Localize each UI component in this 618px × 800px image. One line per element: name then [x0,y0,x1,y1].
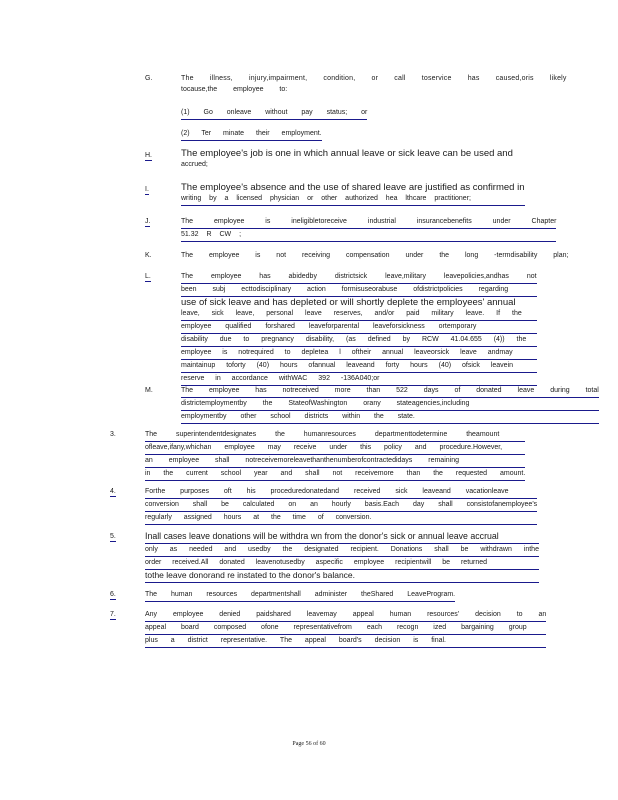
item-i-line-2: writing by a licensed physician or other authorized hea lthcare practitioner; [181,193,525,206]
item-l-line-8: maintainup toforty (40) hours ofannual leaveand forty hours (40) ofsick leavein [181,360,537,373]
item-5-line-2: only as needed and usedby the designated recipient. Donations shall be withdrawn inthe [145,544,539,557]
item-3-line-4: in the current school year and shall not receivemore than the requested amount. [145,468,525,481]
item-l [181,271,537,386]
item-7 [145,609,546,648]
item-k-line-1: The employee is not receiving compensation under the long -termdisability plan; [181,252,569,259]
item-6 [145,589,455,602]
item-l-line-7: employee is notrequired to depletea l oftheir annual leaveorsick leave andmay [181,347,537,360]
item-5-line-1: Inall cases leave donations will be withdra wn from the donor's sick or annual leave accrual [145,531,539,544]
item-g [181,73,567,95]
item-4-line-3: regularly assigned hours at the time of conversion. [145,512,537,525]
item-m-line-3: employmentby other school districts within the state. [181,411,599,424]
item-j-line-2: 51.32 R CW ; [181,229,556,242]
item-g-line-2: tocause,the employee to: [181,86,288,93]
item-7-line-1: Any employee denied paidshared leavemay appeal human resources' decision to an [145,609,546,622]
item-4-line-1: Forthe purposes oft his proceduredonatedand received sick leaveand vacationleave [145,486,537,499]
item-7-line-2: appeal board composed ofone representativefrom each recogn ized bargaining group [145,622,546,635]
item-5-line-3: order received.All donated leavenotusedby aspecific employee recipientwill be returned [145,557,539,570]
item-l-line-5: employee qualified forshared leaveforparental leaveforsickness ortemporary [181,321,537,334]
item-g-sub-1-text: (1) Go onleave without pay status; or [181,107,367,120]
item-m-line-1: The employee has notreceived more than 522 days of donated leave during total [181,385,599,398]
item-6-line-1: The human resources departmentshall administer theShared LeaveProgram. [145,589,455,602]
item-3-line-1: The superintendentdesignates the humanresources departmenttodetermine theamount [145,429,525,442]
item-marker-4: 4. [110,488,116,495]
item-l-line-4: leave, sick leave, personal leave reserves, and/or paid military leave. If the [181,308,537,321]
item-h [181,148,513,170]
item-l-line-3: use of sick leave and has depleted or will shortly deplete the employees' annual [181,297,516,308]
item-marker-7: 7. [110,611,116,618]
item-5 [145,531,539,583]
item-l-line-6: disability due to pregnancy disability, (as defined by RCW 41.04.655 (4)) the [181,334,537,347]
item-3-line-3: an employee shall notreceivemoreleavethanthenumberofcontractedidays remaining [145,455,525,468]
item-marker-g: G. [145,75,153,82]
item-i-line-1: The employee's absence and the use of shared leave are justified as confirmed in [181,182,525,193]
item-h-line-1: The employee's job is one in which annual leave or sick leave can be used and [181,148,513,159]
item-j [181,216,556,242]
item-k [181,250,568,261]
item-m [181,385,599,424]
item-marker-k: K. [145,252,152,259]
item-marker-3: 3. [110,431,116,438]
item-g-line-1: The illness, injury,impairment, condition, or call toservice has caused,oris likely [181,75,567,82]
page-number-footer: Page 56 of 60 [292,741,326,747]
item-g-sub-2-text: (2) Ter minate their employment. [181,128,322,141]
item-marker-l: L. [145,273,151,280]
item-h-line-2: accrued; [181,161,208,168]
item-marker-6: 6. [110,591,116,598]
item-l-line-9: reserve in accordance withWAC 392 -136A040;or [181,373,537,386]
item-5-line-4: tothe leave donorand re instated to the donor's balance. [145,570,539,583]
item-marker-m: M. [145,387,153,394]
item-l-line-1: The employee has abidedby districtsick leave,military leavepolicies,andhas not [181,271,537,284]
item-3 [145,429,525,481]
item-marker-j: J. [145,218,151,225]
item-marker-5: 5. [110,533,116,540]
item-3-line-2: ofleave,ifany,whichan employee may receive under this policy and procedure.However, [145,442,525,455]
item-l-line-2: been subj ecttodisciplinary action formisuseorabuse ofdistrictpolicies regarding [181,284,537,297]
item-g-sub-1 [181,107,367,120]
item-g-sub-2 [181,128,322,141]
item-m-line-2: districtemploymentby the StateofWashington orany stateagencies,including [181,398,599,411]
item-4-line-2: conversion shall be calculated on an hourly basis.Each day shall consistofanemployee's [145,499,537,512]
item-j-line-1: The employee is ineligibletoreceive industrial insurancebenefits under Chapter [181,216,556,229]
item-marker-h: H. [145,152,152,159]
item-4 [145,486,537,525]
item-marker-i: I. [145,186,149,193]
item-7-line-3: plus a district representative. The appeal board's decision is final. [145,635,546,648]
item-i [181,182,525,206]
